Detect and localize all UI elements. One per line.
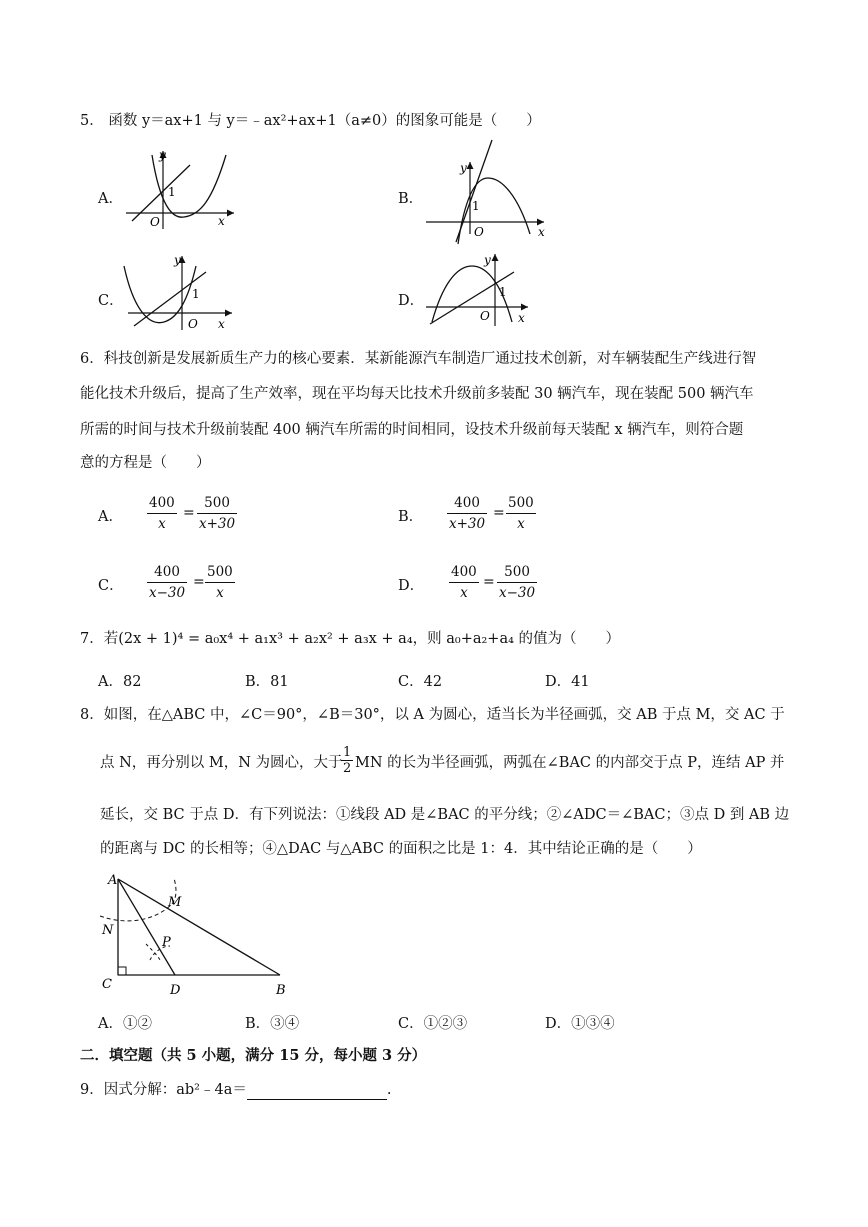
q5b-x-label: x [538, 225, 545, 239]
q6-a-right-den: x+30 [199, 516, 236, 532]
q6-d-right-num: 500 [497, 564, 537, 583]
q7-option-a: A．82 [98, 674, 142, 690]
q9-stem [80, 1080, 391, 1100]
q6-d-equals: = [483, 574, 495, 590]
q8-option-c: C．①②③ [398, 1016, 468, 1032]
q5a-x-label: x [218, 214, 225, 228]
q6-d-right-fraction [497, 564, 537, 601]
q6-b-equals: = [493, 505, 505, 521]
q6-c-right-fraction [205, 564, 235, 601]
q5d-one: 1 [499, 285, 507, 299]
q6-option-d-label: D． [398, 578, 425, 594]
q9-end: . [386, 1082, 392, 1098]
q6-b-right-num: 500 [506, 495, 536, 514]
q8-label-n: N [102, 923, 114, 938]
q6-a-left-den: x [158, 516, 166, 532]
q8-option-d: D．①③④ [545, 1016, 615, 1032]
q8-option-b: B．③④ [245, 1016, 300, 1032]
q5b-one: 1 [472, 199, 480, 213]
q6-a-right-fraction [197, 495, 237, 532]
q8-label-a: A [108, 873, 118, 888]
q8-half-fraction [341, 745, 353, 776]
q5-graph-c [122, 246, 242, 336]
q8-triangle-figure [98, 868, 298, 998]
q6-option-c-label: C． [98, 578, 124, 594]
q6-c-right-num: 500 [205, 564, 235, 583]
q5-graph-b [422, 140, 552, 239]
q6-a-left-fraction [147, 495, 177, 532]
q6-c-left-num: 400 [147, 564, 187, 583]
q8-line-3: 延长，交 BC 于点 D．有下列说法：①线段 AD 是∠BAC 的平分线；②∠ADC＝∠BAC；③点 D 到 AB 边 [100, 807, 790, 823]
q6-c-left-den: x−30 [149, 585, 186, 601]
q6-c-right-den: x [216, 585, 224, 601]
q5d-origin: O [480, 309, 490, 323]
q9-answer-blank[interactable] [247, 1083, 387, 1100]
q7-option-d: D．41 [545, 674, 590, 690]
q6-d-left-num: 400 [449, 564, 479, 583]
q5c-y-label: y [174, 253, 181, 267]
q7-option-c: C．42 [398, 674, 443, 690]
q6-b-left-den: x+30 [449, 516, 486, 532]
q5-option-d-label: D． [398, 293, 425, 309]
q5-option-b-label: B． [398, 191, 424, 207]
q5-number: 5． [80, 113, 104, 129]
q6-a-equals: = [183, 505, 195, 521]
q6-b-left-num: 400 [447, 495, 487, 514]
q6-number: 6． [80, 351, 104, 367]
q6-b-right-den: x [517, 516, 525, 532]
q6-line-4: 意的方程是（ ） [80, 455, 211, 471]
q5-graph-a [122, 145, 242, 235]
q7-option-b: B．81 [245, 674, 289, 690]
q7-number: 7． [80, 631, 104, 647]
q8-option-a: A．①② [98, 1016, 152, 1032]
q6-b-right-fraction [506, 495, 536, 532]
q6-option-a-label: A． [98, 509, 123, 525]
q8-line-2a: 点 N，再分别以 M，N 为圆心，大于 [100, 755, 343, 771]
q9-text: 因式分解：ab²﹣4a＝ [103, 1082, 247, 1098]
q8-label-d: D [170, 983, 181, 998]
q8-frac-den: 2 [343, 761, 352, 776]
q5d-y-label: y [484, 253, 491, 267]
q7-stem [80, 629, 620, 649]
q6-a-right-num: 500 [197, 495, 237, 514]
q5-option-a-label: A． [98, 191, 123, 207]
q5-stem [80, 111, 541, 131]
section-2-heading: 二．填空题（共 5 小题，满分 15 分，每小题 3 分） [80, 1047, 427, 1064]
q8-number: 8． [80, 707, 104, 723]
q8-label-m: M [168, 895, 182, 910]
q6-option-b-label: B． [398, 509, 424, 525]
q6-c-left-fraction [147, 564, 187, 601]
q8-text-1: 如图，在△ABC 中，∠C＝90°，∠B＝30°，以 A 为圆心，适当长为半径画弧，交 AB 于点 M，交 AC 于 [103, 707, 785, 723]
q5c-x-label: x [218, 317, 225, 331]
q5b-origin: O [474, 225, 484, 239]
q7-text: 若(2x + 1)⁴ = a₀x⁴ + a₁x³ + a₂x² + a₃x + a₄，则 a₀+a₂+a₄ 的值为（ ） [103, 631, 621, 647]
q5a-one: 1 [168, 185, 176, 199]
q8-line-4: 的距离与 DC 的长相等；④△DAC 与△ABC 的面积之比是 1：4．其中结论正确的是（ ） [100, 841, 702, 857]
q8-line-1 [80, 705, 785, 725]
q6-a-left-num: 400 [147, 495, 177, 514]
q5-option-c-label: C． [98, 293, 124, 309]
q6-line-1 [80, 349, 756, 369]
q8-frac-num: 1 [343, 745, 352, 760]
q6-line-2: 能化技术升级后，提高了生产效率，现在平均每天比技术升级前多装配 30 辆汽车，现在装配 500 辆汽车 [80, 386, 754, 402]
q5d-x-label: x [518, 311, 525, 325]
q6-b-left-fraction [447, 495, 487, 532]
q5b-y-label: y [460, 161, 467, 175]
q5a-y-label: y [159, 148, 166, 162]
q5a-origin: O [150, 215, 160, 229]
q6-text-1: 科技创新是发展新质生产力的核心要素．某新能源汽车制造厂通过技术创新，对车辆装配生产线进行智 [103, 351, 757, 367]
q8-label-p: P [162, 935, 171, 950]
q5c-origin: O [188, 317, 198, 331]
q5c-one: 1 [192, 287, 200, 301]
q6-d-left-den: x [460, 585, 468, 601]
q6-c-equals: = [193, 574, 205, 590]
q6-line-3: 所需的时间与技术升级前装配 400 辆汽车所需的时间相同，设技术升级前每天装配 x 辆汽车，则符合题 [80, 422, 744, 438]
q8-label-b: B [276, 983, 286, 998]
q8-line-2b: MN 的长为半径画弧，两弧在∠BAC 的内部交于点 P，连结 AP 并 [355, 755, 785, 771]
q8-label-c: C [102, 977, 112, 992]
q5-text: 函数 y＝ax+1 与 y＝﹣ax²+ax+1（a≠0）的图象可能是（ ） [108, 113, 541, 129]
q5-graph-d [422, 246, 542, 336]
q6-d-left-fraction [449, 564, 479, 601]
q9-number: 9． [80, 1082, 104, 1098]
q6-d-right-den: x−30 [499, 585, 536, 601]
